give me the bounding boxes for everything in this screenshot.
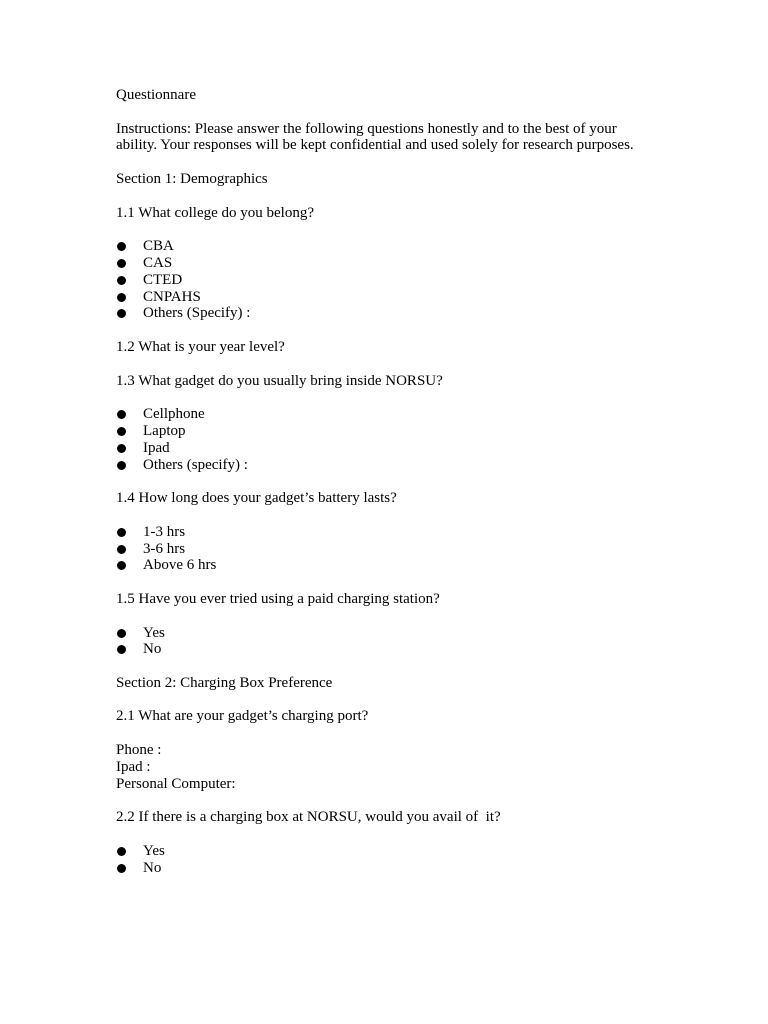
question-1-3: 1.3 What gadget do you usually bring inside NORSU? [116,372,443,389]
option-label: Ipad [143,439,170,456]
option-label: Others (specify) : [143,456,248,473]
bullet-icon [117,528,126,537]
option-label: CTED [143,271,183,288]
bullet-icon [117,864,126,873]
list-item [116,457,646,474]
option-label: CNPAHS [143,288,201,305]
list-item [116,406,646,423]
option-label: Yes [143,624,165,641]
list-item [116,305,646,322]
list-item [116,860,646,877]
bullet-icon [117,259,126,268]
bullet-icon [117,427,126,436]
option-label: 1-3 hrs [143,523,186,540]
option-label: Cellphone [143,406,205,423]
question-1-5-options [116,625,646,659]
list-item [116,272,646,289]
list-item [116,843,646,860]
option-label: Others (Specify) : [143,305,251,322]
list-item [116,423,646,440]
list-item [116,625,646,642]
question-1-1: 1.1 What college do you belong? [116,204,315,221]
field-label-ipad: Ipad : [116,758,151,775]
option-label: CAS [143,254,173,271]
list-item [116,524,646,541]
list-item [116,541,646,558]
list-item [116,557,646,574]
option-label: 3-6 hrs [143,540,186,557]
list-item [116,289,646,306]
option-label: Yes [143,842,165,859]
option-label: CBA [143,238,174,255]
option-label: Laptop [143,422,186,439]
question-2-2-options [116,843,646,877]
bullet-icon [117,847,126,856]
bullet-icon [117,545,126,554]
option-label: Above 6 hrs [143,557,217,574]
list-item [116,238,646,255]
question-1-5: 1.5 Have you ever tried using a paid charging station? [116,590,440,607]
option-label: No [143,859,162,876]
question-2-1-fields [116,742,646,792]
section-2-heading: Section 2: Charging Box Preference [116,674,333,691]
document-page [116,87,646,893]
question-2-2: 2.2 If there is a charging box at NORSU, would you avail of it? [116,809,501,826]
instructions-text: Instructions: Please answer the following questions honestly and to the best of your ability. Your responses will be kept confidential and used solely for research purposes. [116,120,634,154]
list-item [116,255,646,272]
bullet-icon [117,410,126,419]
document-title: Questionnare [116,87,196,103]
question-1-1-options [116,238,646,322]
question-1-2: 1.2 What is your year level? [116,338,285,355]
bullet-icon [117,561,126,570]
question-1-4-options [116,524,646,574]
question-1-3-options [116,406,646,473]
bullet-icon [117,242,126,251]
list-item [116,440,646,457]
bullet-icon [117,444,126,453]
question-1-4: 1.4 How long does your gadget’s battery lasts? [116,490,397,507]
bullet-icon [117,461,126,470]
bullet-icon [117,629,126,638]
bullet-icon [117,309,126,318]
field-label-personal-computer: Personal Computer: [116,775,236,792]
section-1-heading: Section 1: Demographics [116,170,268,187]
list-item [116,641,646,658]
bullet-icon [117,645,126,654]
field-label-phone: Phone : [116,742,162,759]
bullet-icon [117,293,126,302]
question-2-1: 2.1 What are your gadget’s charging port? [116,708,369,725]
option-label: No [143,641,162,658]
bullet-icon [117,276,126,285]
